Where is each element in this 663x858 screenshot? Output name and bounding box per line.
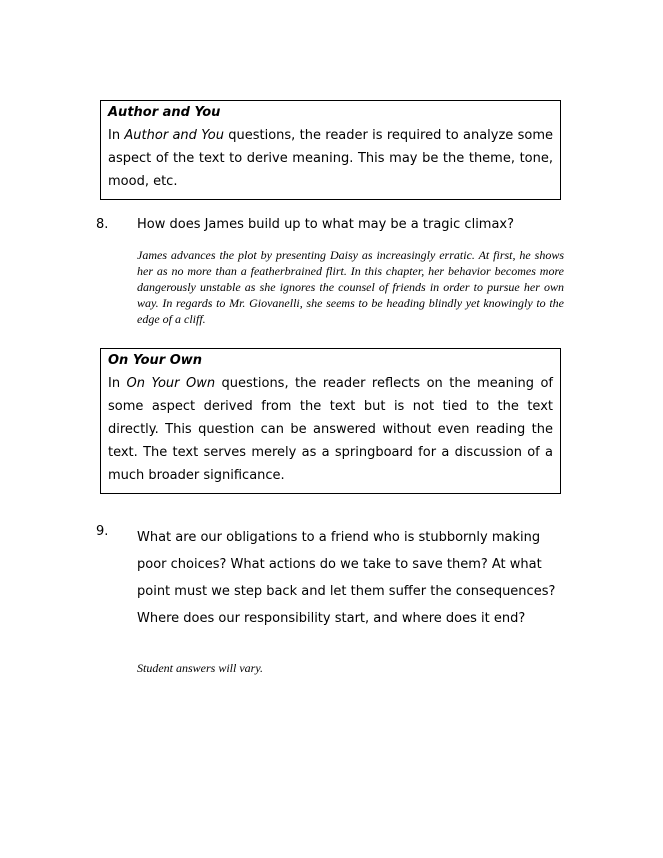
question-8-text: How does James build up to what may be a tragic climax?	[137, 217, 515, 232]
box1-body-emphasis: Author and You	[124, 128, 224, 143]
box1-body-prefix: In	[108, 128, 125, 143]
question-9-answer: Student answers will vary.	[137, 661, 263, 675]
on-your-own-title: On Your Own	[108, 353, 203, 368]
on-your-own-box	[100, 348, 561, 494]
on-your-own-description	[108, 372, 553, 487]
question-8-answer: James advances the plot by presenting Daisy as increasingly erratic. At first, he shows her as no more than a featherbrained flirt. In this chapter, her behavior becomes more dangerously unstable as she ignores the counsel of friends in order to pursue her own way. In regards to Mr. Giovanelli, she seems to be heading blindly yet knowingly to the edge of a cliff.	[137, 248, 564, 326]
box2-body-emphasis: On Your Own	[126, 376, 216, 391]
author-and-you-box	[100, 100, 561, 200]
author-and-you-description	[108, 124, 553, 193]
box1-body-suffix: questions, the reader is required to analyze some aspect of the text to derive meaning. This may be the theme, tone, mood, etc.	[108, 128, 553, 189]
question-8-number: 8.	[96, 217, 109, 232]
box2-body-prefix: In	[108, 376, 127, 391]
author-and-you-title: Author and You	[108, 105, 221, 120]
box2-body-suffix: questions, the reader reflects on the meaning of some aspect derived from the text but is not tied to the text directly. This question can be answered without even reading the text. The text serves merely as a springboard for a discussion of a much broader significance.	[108, 376, 553, 483]
question-9-text: What are our obligations to a friend who is stubbornly making poor choices? What actions do we take to save them? At what point must we step back and let them suffer the consequences? Where does our responsibility start, and where does it end?	[137, 530, 556, 626]
question-9-number: 9.	[96, 524, 109, 539]
